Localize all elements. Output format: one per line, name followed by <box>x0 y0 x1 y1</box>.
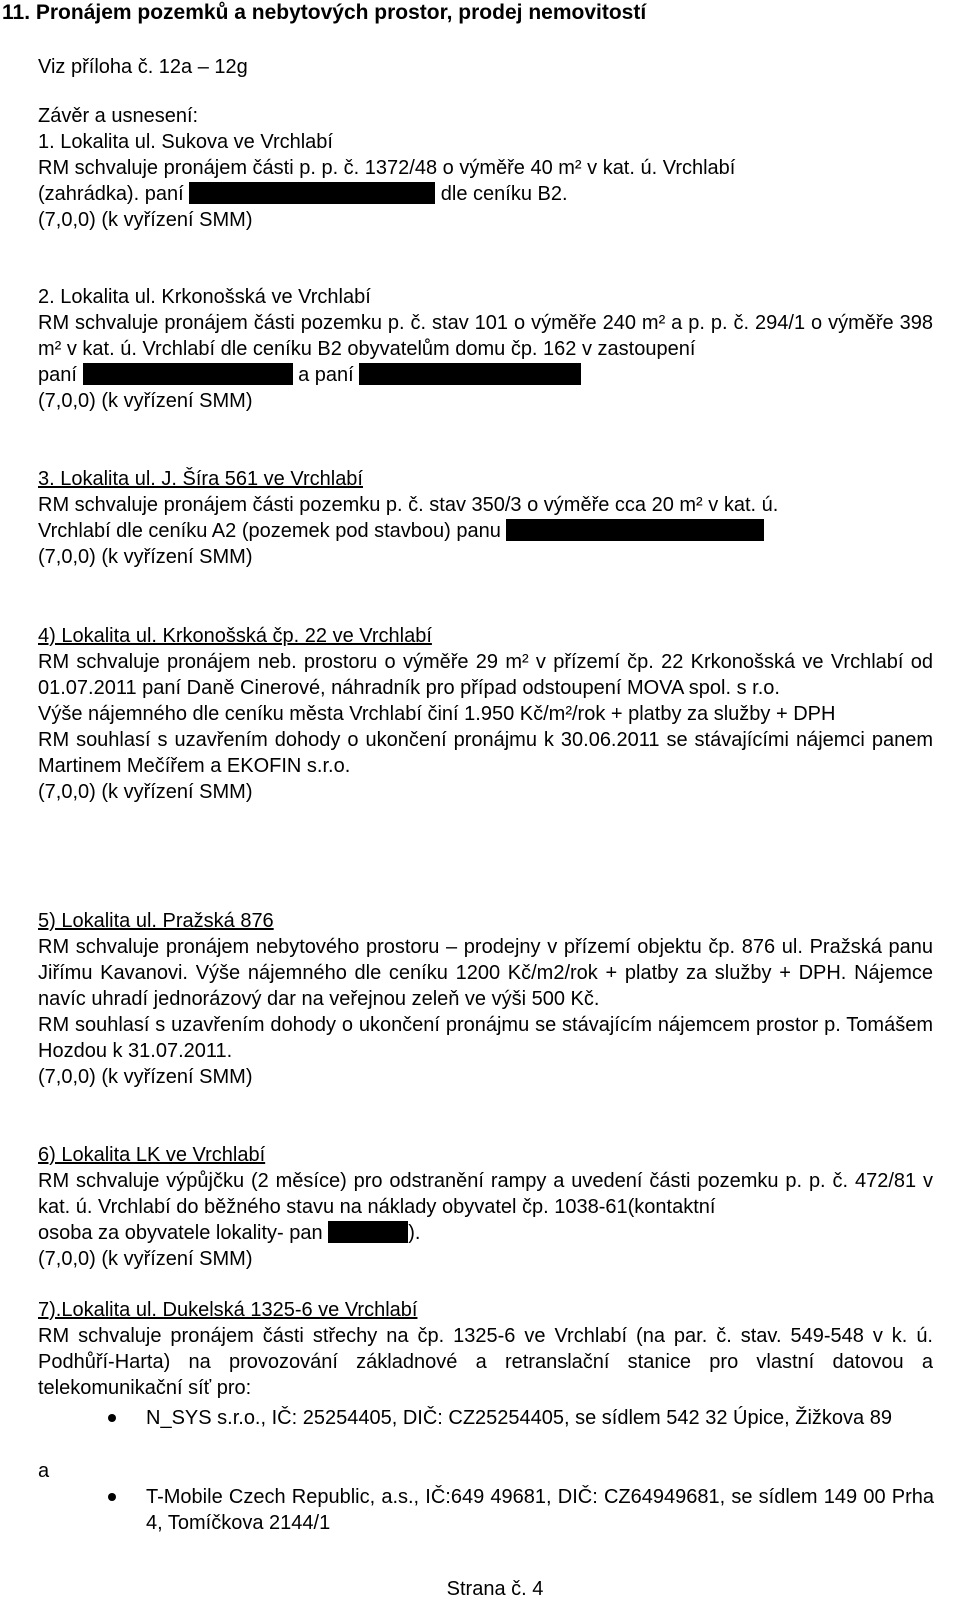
item-5 <box>38 908 933 1090</box>
item-4-title: 4) Lokalita ul. Krkonošská čp. 22 ve Vrchlabí <box>38 625 432 647</box>
item-7 <box>38 1297 933 1401</box>
provider-tmobile: T-Mobile Czech Republic, a.s., IČ:649 49681, DIČ: CZ64949681, se sídlem 149 00 Prha 4, Tomíčkova 2144/1 <box>108 1484 934 1536</box>
item-1-vote: (7,0,0) (k vyřízení SMM) <box>38 209 253 231</box>
item-2-vote: (7,0,0) (k vyřízení SMM) <box>38 390 253 412</box>
item-6-vote: (7,0,0) (k vyřízení SMM) <box>38 1248 253 1270</box>
item-2-pani-2: a paní <box>298 364 354 386</box>
item-1-text-b: (zahrádka). paní <box>38 183 184 205</box>
see-attachment: Viz příloha č. 12a – 12g <box>38 56 248 78</box>
item-6-contact-b: ). <box>408 1222 421 1244</box>
item-1 <box>38 129 933 233</box>
item-3-vote: (7,0,0) (k vyřízení SMM) <box>38 546 253 568</box>
item-4-agree: RM souhlasí s uzavřením dohody o ukončení pronájmu k 30.06.2011 se stávajícími nájemci panem Martinem Mečířem a EKOFIN s.r.o. <box>38 729 933 777</box>
item-5-text: RM schvaluje pronájem nebytového prostoru – prodejny v přízemí objektu čp. 876 ul. Pražská panu Jiřímu Kavanovi. Výše nájemného dle ceníku 1200 Kč/m2/rok + platby za služby + DPH. Nájemce navíc uhradí jednorázový dar na veřejnou zeleň ve výši 500 Kč. <box>38 936 933 1010</box>
item-2-pani-1: paní <box>38 364 77 386</box>
item-2 <box>38 284 933 414</box>
item-7-conjunction: a <box>38 1460 50 1482</box>
item-4-rent: Výše nájemného dle ceníku města Vrchlabí činí 1.950 Kč/m²/rok + platby za služby + DPH <box>38 703 836 725</box>
item-3-text-b: Vrchlabí dle ceníku A2 (pozemek pod stavbou) panu <box>38 520 501 542</box>
item-4-vote: (7,0,0) (k vyřízení SMM) <box>38 781 253 803</box>
item-7-text: RM schvaluje pronájem části střechy na čp. 1325-6 ve Vrchlabí (na par. č. stav. 549-548 v k. ú. Podhůří-Harta) na provozování základnové a retranslační stanice pro vlastní datovou a telekomunikační síť pro: <box>38 1325 933 1399</box>
item-1-text-c: dle ceníku B2. <box>440 183 568 205</box>
item-6 <box>38 1142 933 1272</box>
page-footer <box>0 1576 960 1602</box>
provider-list-2 <box>108 1484 934 1536</box>
provider-nsys: N_SYS s.r.o., IČ: 25254405, DIČ: CZ25254405, se sídlem 542 32 Úpice, Žižkova 89 <box>108 1405 934 1431</box>
item-3 <box>38 466 933 570</box>
item-2-title: 2. Lokalita ul. Krkonošská ve Vrchlabí <box>38 286 371 308</box>
redacted-name <box>506 519 764 541</box>
item-6-contact-a: osoba za obyvatele lokality- pan <box>38 1222 323 1244</box>
conclusion-label: Závěr a usnesení: <box>38 105 199 127</box>
item-4 <box>38 623 933 805</box>
item-5-agree: RM souhlasí s uzavřením dohody o ukončení pronájmu se stávajícím nájemcem prostor p. Tomášem Hozdou k 31.07.2011. <box>38 1014 933 1062</box>
item-5-title: 5) Lokalita ul. Pražská 876 <box>38 910 274 932</box>
page-number: Strana č. 4 <box>446 1578 544 1600</box>
item-7-title: 7).Lokalita ul. Dukelská 1325-6 ve Vrchlabí <box>38 1299 418 1321</box>
redacted-name <box>83 363 293 385</box>
provider-list-1 <box>108 1405 934 1431</box>
redacted-name <box>328 1221 408 1243</box>
item-6-title: 6) Lokalita LK ve Vrchlabí <box>38 1144 266 1166</box>
item-4-text: RM schvaluje pronájem neb. prostoru o výměře 29 m² v přízemí čp. 22 Krkonošská ve Vrchlabí od 01.07.2011 paní Daně Cinerové, náhradník pro případ odstoupení MOVA spol. s r.o. <box>38 651 933 699</box>
item-2-text: RM schvaluje pronájem části pozemku p. č. stav 101 o výměře 240 m² a p. p. č. 294/1 o výměře 398 m² v kat. ú. Vrchlabí dle ceníku B2 obyvatelům domu čp. 162 v zastoupení <box>38 312 933 360</box>
item-3-text: RM schvaluje pronájem části pozemku p. č. stav 350/3 o výměře cca 20 m² v kat. ú. <box>38 494 779 516</box>
item-1-title: 1. Lokalita ul. Sukova ve Vrchlabí <box>38 131 333 153</box>
item-3-title: 3. Lokalita ul. J. Šíra 561 ve Vrchlabí <box>38 468 363 490</box>
section-heading: 11. Pronájem pozemků a nebytových prostor, prodej nemovitostí <box>2 1 647 24</box>
item-1-text: RM schvaluje pronájem části p. p. č. 1372/48 o výměře 40 m² v kat. ú. Vrchlabí <box>38 157 736 179</box>
item-6-text: RM schvaluje výpůjčku (2 měsíce) pro odstranění rampy a uvedení části pozemku p. p. č. 472/81 v kat. ú. Vrchlabí do běžného stavu na náklady obyvatel čp. 1038-61(kontaktní <box>38 1170 933 1218</box>
item-5-vote: (7,0,0) (k vyřízení SMM) <box>38 1066 253 1088</box>
redacted-name <box>189 182 435 204</box>
redacted-name <box>359 363 581 385</box>
